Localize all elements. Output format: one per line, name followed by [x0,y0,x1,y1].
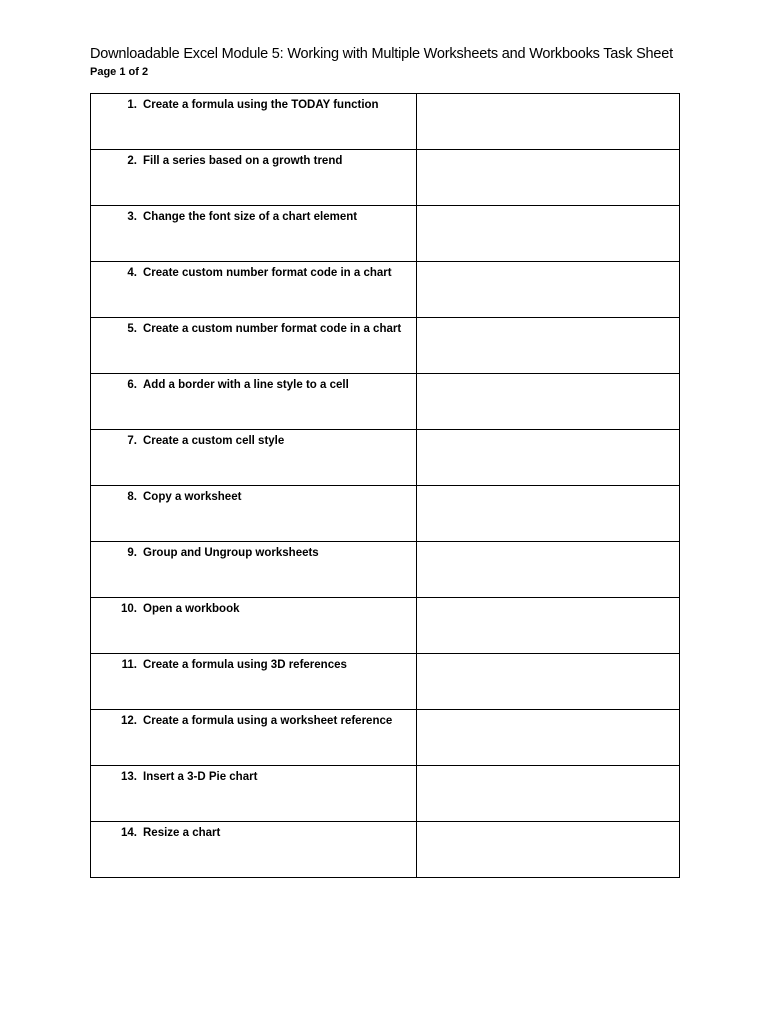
task-item [91,822,416,841]
task-text: Fill a series based on a growth trend [143,155,343,167]
task-number: 9. [127,547,137,559]
task-item [91,654,416,673]
task-row [91,710,680,766]
task-item [91,766,416,785]
answer-cell [417,206,680,262]
task-cell [91,822,417,878]
task-item [91,542,416,561]
task-text: Copy a worksheet [143,491,242,503]
task-text: Create a custom number format code in a chart [143,323,402,335]
task-row [91,262,680,318]
task-text: Open a workbook [143,603,240,615]
task-text: Create custom number format code in a chart [143,267,392,279]
task-cell [91,654,417,710]
task-text: Create a formula using a worksheet reference [143,715,393,727]
answer-cell [417,374,680,430]
answer-cell [417,710,680,766]
task-cell [91,206,417,262]
answer-cell [417,150,680,206]
task-row [91,766,680,822]
task-text: Create a formula using the TODAY function [143,99,379,111]
task-cell [91,262,417,318]
task-number: 14. [121,827,137,839]
task-row [91,598,680,654]
task-cell [91,430,417,486]
task-text: Change the font size of a chart element [143,211,358,223]
task-item [91,206,416,225]
task-number: 10. [121,603,137,615]
task-cell [91,318,417,374]
task-row [91,822,680,878]
task-item [91,486,416,505]
task-cell [91,542,417,598]
task-row [91,374,680,430]
task-number: 7. [127,435,137,447]
task-text: Resize a chart [143,827,221,839]
task-text: Create a formula using 3D references [143,659,347,671]
task-item [91,318,416,337]
answer-cell [417,486,680,542]
answer-cell [417,262,680,318]
answer-cell [417,654,680,710]
task-item [91,374,416,393]
task-item [91,150,416,169]
task-number: 3. [127,211,137,223]
task-cell [91,598,417,654]
task-row [91,150,680,206]
answer-cell [417,430,680,486]
task-table [90,93,680,878]
task-number: 12. [121,715,137,727]
task-item [91,710,416,729]
task-cell [91,374,417,430]
page-number: Page 1 of 2 [90,66,149,78]
task-number: 8. [127,491,137,503]
answer-cell [417,542,680,598]
task-row [91,542,680,598]
task-number: 5. [127,323,137,335]
document-title: Downloadable Excel Module 5: Working with Multiple Worksheets and Workbooks Task Sheet [90,46,673,62]
answer-cell [417,766,680,822]
task-row [91,318,680,374]
task-text: Group and Ungroup worksheets [143,547,319,559]
task-text: Insert a 3-D Pie chart [143,771,258,783]
task-cell [91,766,417,822]
task-number: 4. [127,267,137,279]
answer-cell [417,94,680,150]
task-item [91,430,416,449]
answer-cell [417,598,680,654]
task-number: 2. [127,155,137,167]
task-number: 1. [127,99,137,111]
task-row [91,654,680,710]
answer-cell [417,822,680,878]
task-row [91,206,680,262]
task-text: Create a custom cell style [143,435,285,447]
task-number: 13. [121,771,137,783]
task-row [91,430,680,486]
task-table-body [91,94,680,878]
task-row [91,94,680,150]
task-number: 11. [121,659,137,671]
task-item [91,262,416,281]
task-item [91,94,416,113]
task-number: 6. [127,379,137,391]
task-item [91,598,416,617]
task-cell [91,486,417,542]
task-text: Add a border with a line style to a cell [143,379,349,391]
task-cell [91,94,417,150]
task-row [91,486,680,542]
task-cell [91,710,417,766]
answer-cell [417,318,680,374]
task-cell [91,150,417,206]
